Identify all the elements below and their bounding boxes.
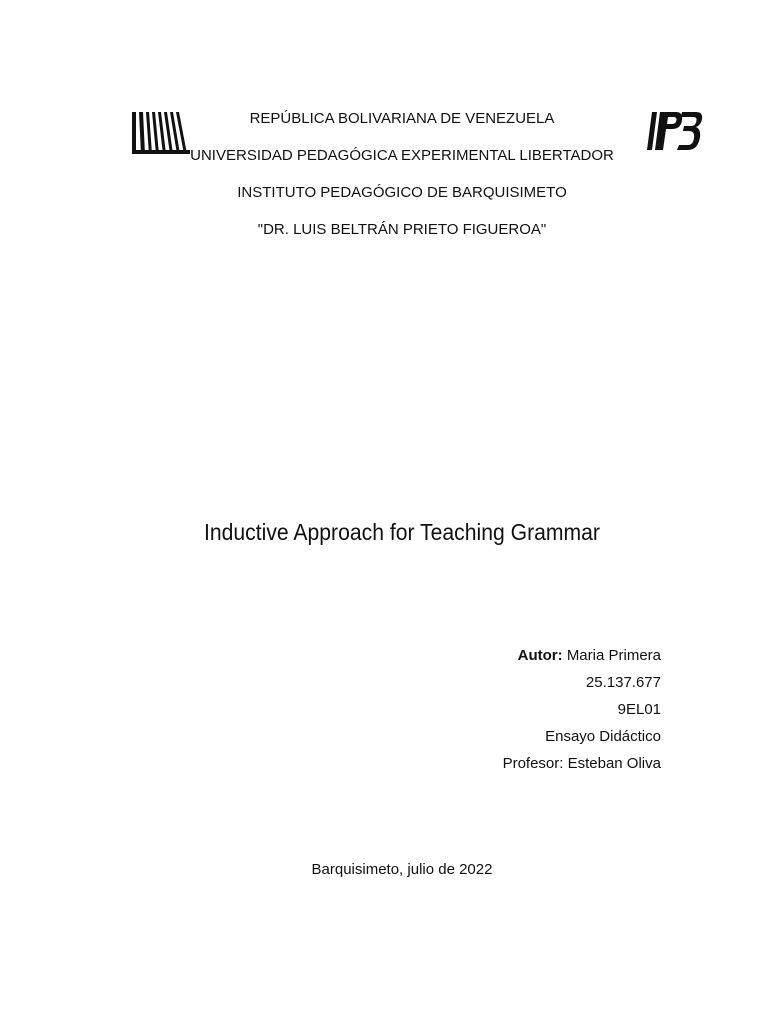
header-line-institute: INSTITUTO PEDAGÓGICO DE BARQUISIMETO: [237, 184, 567, 201]
place-date: Barquisimeto, julio de 2022: [311, 861, 493, 878]
author-line: [503, 642, 661, 669]
author-label: Autor:: [517, 647, 563, 664]
author-id-number: 25.137.677: [585, 674, 661, 691]
document-title: Inductive Approach for Teaching Grammar: [203, 519, 600, 545]
professor-name: Profesor: Esteban Oliva: [502, 755, 661, 772]
author-name: Maria Primera: [566, 647, 661, 664]
author-block: [503, 642, 661, 777]
header-line-republic: REPÚBLICA BOLIVARIANA DE VENEZUELA: [249, 110, 555, 127]
header-line-university: UNIVERSIDAD PEDAGÓGICA EXPERIMENTAL LIBERTADOR: [190, 147, 614, 164]
header-line-institute-name: "DR. LUIS BELTRÁN PRIETO FIGUEROA": [257, 221, 547, 238]
document-type: Ensayo Didáctico: [545, 728, 661, 745]
author-section: 9EL01: [617, 701, 661, 718]
